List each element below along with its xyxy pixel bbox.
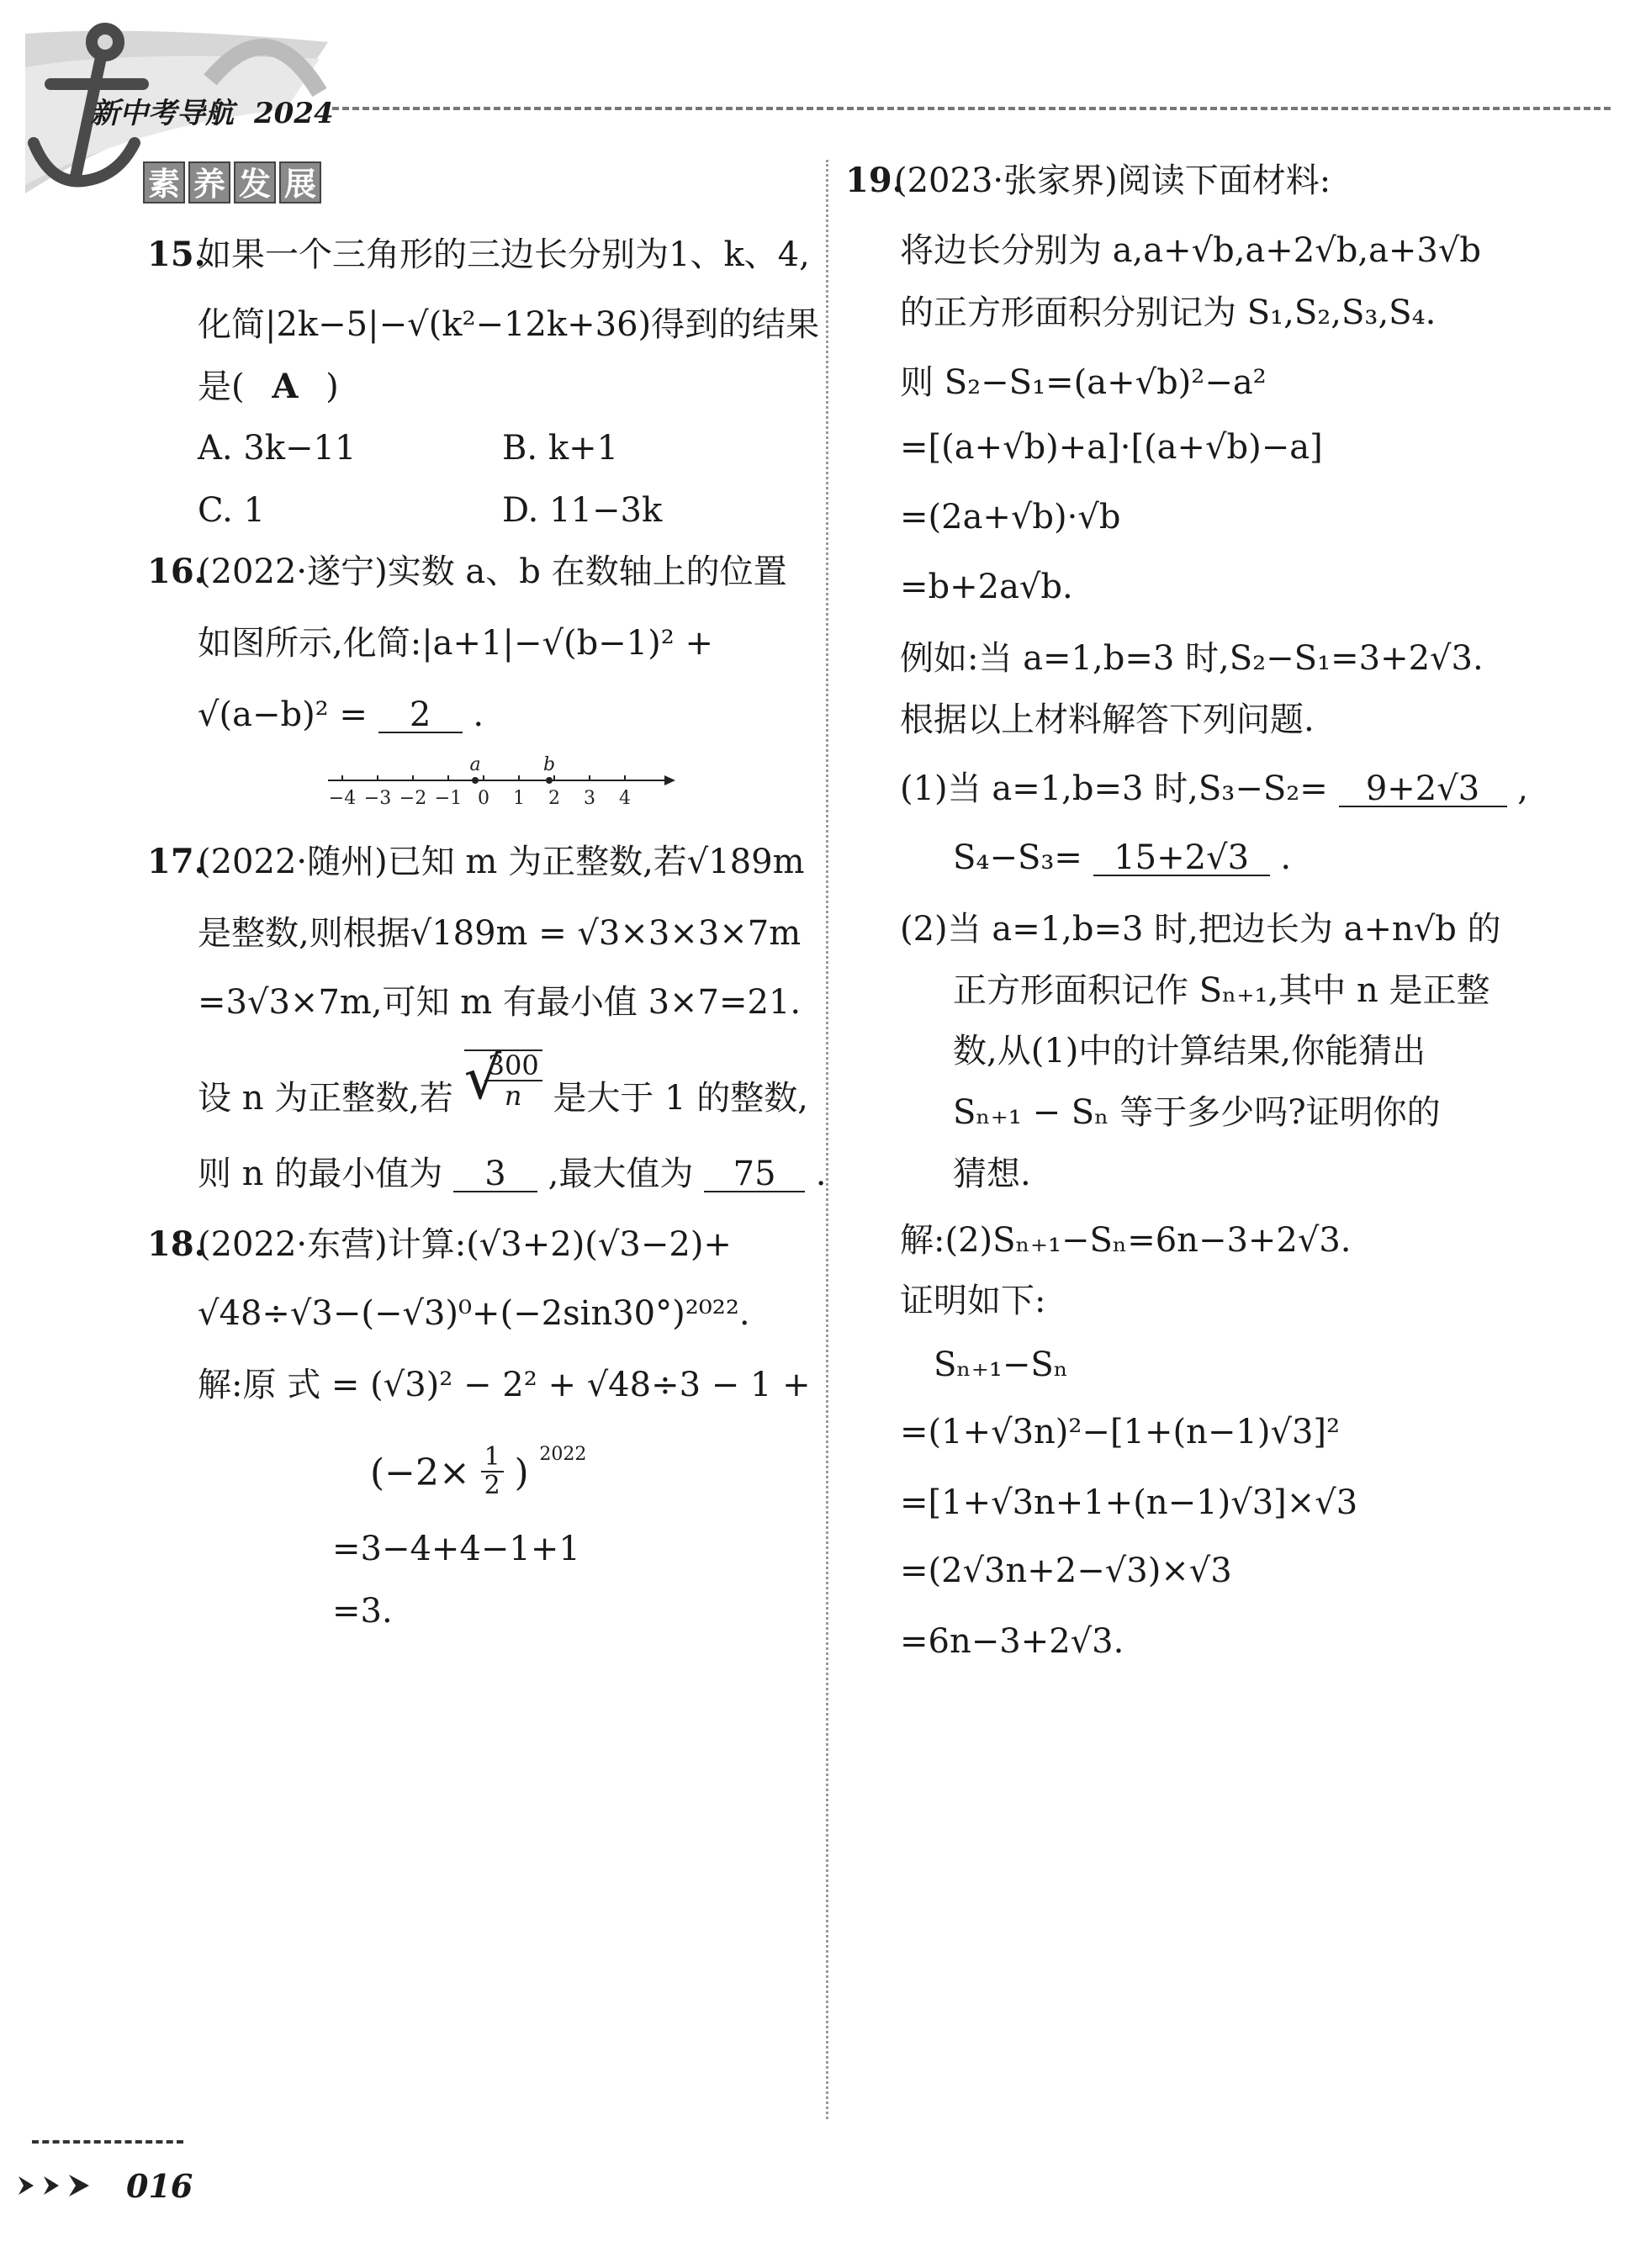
part2-line: 数,从(1)中的计算结果,你能猜出 (953, 1032, 1426, 1071)
part2-line: Sₙ₊₁ − Sₙ 等于多少吗?证明你的 (953, 1093, 1441, 1132)
question-text-prefix: √(a−b)² = (198, 695, 368, 734)
fraction-denominator: 2 (484, 1471, 500, 1500)
fraction-denominator: n (504, 1080, 522, 1112)
page-number: 016 (126, 2167, 193, 2205)
option-d: D. 11−3k (502, 491, 663, 530)
material-line: 则 S₂−S₁=(a+√b)²−a² (900, 363, 1267, 402)
part1-comma: , (1517, 769, 1528, 808)
axis-tick-label: 4 (619, 788, 631, 809)
answer-blank-s4-s3: 15+2√3 (1093, 841, 1270, 876)
question-text-part: 则 n 的最小值为 (198, 1155, 443, 1193)
page-arrows-icon (19, 2171, 113, 2200)
question-number: 16. (147, 552, 206, 591)
material-line: =[(a+√b)+a]·[(a+√b)−a] (900, 428, 1323, 467)
solution-paren: (−2× (370, 1451, 470, 1494)
axis-tick-label: 1 (513, 788, 525, 809)
section-badge (143, 161, 325, 204)
axis-tick-label: −4 (328, 788, 357, 809)
question-text: √48÷√3−(−√3)⁰+(−2sin30°)²⁰²². (198, 1294, 750, 1333)
question-text: (2022·东营)计算:(√3+2)(√3−2)+ (198, 1225, 732, 1264)
section-char: 素 (143, 161, 185, 204)
option-c: C. 1 (198, 491, 266, 530)
solution-line: =3−4+4−1+1 (332, 1530, 580, 1568)
answer-blank-s3-s2: 9+2√3 (1339, 772, 1507, 807)
question-text: 化简|2k−5|−√(k²−12k+36)得到的结果 (198, 305, 820, 344)
section-char: 展 (279, 161, 321, 204)
question-text (198, 1157, 827, 1192)
axis-tick-label: −2 (399, 788, 427, 809)
question-text-part: ,最大值为 (548, 1155, 694, 1193)
question-text (198, 695, 484, 734)
material-line: 将边长分别为 a,a+√b,a+2√b,a+3√b (900, 231, 1481, 270)
question-text-part: . (815, 1155, 827, 1193)
question-text: 如果一个三角形的三边长分别为1、k、4, (198, 235, 810, 274)
number-line-diagram (324, 755, 677, 814)
solution-line: =3. (332, 1592, 393, 1631)
part2-line: 猜想. (953, 1155, 1031, 1193)
footer-dashed-rule (32, 2140, 183, 2144)
point-b-label: b (542, 755, 556, 775)
axis-tick-label: 0 (478, 788, 489, 809)
solution-line: =(1+√3n)²−[1+(n−1)√3]² (900, 1413, 1341, 1451)
material-line: 根据以上材料解答下列问题. (900, 700, 1315, 739)
axis-tick-label: 3 (584, 788, 595, 809)
answer-blank-max: 75 (704, 1157, 805, 1192)
question-text (198, 367, 339, 406)
section-char: 发 (234, 161, 276, 204)
question-text (198, 1044, 809, 1134)
sqrt-fraction (463, 1044, 542, 1115)
answer-blank-min: 3 (453, 1157, 537, 1192)
question-text: (2022·随州)已知 m 为正整数,若√189m (198, 843, 805, 881)
part1-prefix: S₄−S₃= (953, 838, 1082, 877)
question-text-suffix: 是大于 1 的整数, (553, 1079, 809, 1118)
material-line: =b+2a√b. (900, 568, 1073, 606)
solution-line: =[1+√3n+1+(n−1)√3]×√3 (900, 1483, 1358, 1522)
answer-choice: A (272, 367, 299, 406)
part1-suffix: . (1280, 838, 1292, 877)
brand-title: 新中考导航 (91, 97, 234, 130)
part2-line: 正方形面积记作 Sₙ₊₁,其中 n 是正整 (953, 971, 1490, 1010)
solution-paren: ) (514, 1451, 529, 1494)
question-text-prefix: 是( (198, 367, 245, 406)
solution-line: =(2√3n+2−√3)×√3 (900, 1552, 1232, 1590)
part1-line (953, 838, 1292, 877)
question-number: 15. (147, 235, 206, 274)
solution-line: Sₙ₊₁−Sₙ (934, 1345, 1069, 1384)
material-line: =(2a+√b)·√b (900, 498, 1121, 537)
sqrt-sign: √ (463, 1044, 502, 1113)
fraction-numerator: 1 (481, 1444, 504, 1472)
solution-line: 解:原 式 = (√3)² − 2² + √48÷3 − 1 + (198, 1366, 811, 1404)
material-line: 的正方形面积分别记为 S₁,S₂,S₃,S₄. (900, 293, 1437, 332)
material-line: 例如:当 a=1,b=3 时,S₂−S₁=3+2√3. (900, 639, 1484, 678)
question-text: 是整数,则根据√189m = √3×3×3×7m (198, 914, 802, 953)
question-text: (2023·张家界)阅读下面材料: (894, 161, 1331, 200)
question-text: (2022·遂宁)实数 a、b 在数轴上的位置 (198, 552, 787, 591)
point-b-marker (546, 777, 553, 784)
option-b: B. k+1 (502, 429, 619, 468)
point-a-marker (472, 777, 479, 784)
question-text: 如图所示,化简:|a+1|−√(b−1)² + (198, 624, 714, 663)
question-text-prefix: 设 n 为正整数,若 (198, 1079, 453, 1118)
axis-tick-label: −3 (363, 788, 392, 809)
axis-tick-label: −1 (434, 788, 463, 809)
axis-tick-label: 2 (548, 788, 560, 809)
column-divider (826, 160, 828, 2119)
solution-line: 证明如下: (900, 1282, 1046, 1320)
question-text-suffix: ) (325, 367, 339, 406)
exponent: 2022 (539, 1444, 587, 1465)
question-text: =3√3×7m,可知 m 有最小值 3×7=21. (198, 983, 802, 1022)
question-number: 17. (147, 842, 206, 881)
solution-line: =6n−3+2√3. (900, 1622, 1124, 1661)
answer-blank: 2 (378, 698, 463, 733)
part1-line (900, 769, 1528, 808)
solution-line: 解:(2)Sₙ₊₁−Sₙ=6n−3+2√3. (900, 1221, 1352, 1260)
point-a-label: a (469, 755, 481, 775)
question-number: 18. (147, 1224, 206, 1264)
brand-year: 2024 (254, 97, 334, 130)
question-text-suffix: . (473, 695, 484, 734)
question-number: 19. (845, 161, 904, 200)
solution-line (370, 1438, 586, 1504)
fraction-numerator: 300 (484, 1051, 542, 1081)
header-dashed-rule (332, 107, 1611, 110)
part1-prefix: (1)当 a=1,b=3 时,S₃−S₂= (900, 769, 1328, 808)
section-char: 养 (188, 161, 230, 204)
part2-line: (2)当 a=1,b=3 时,把边长为 a+n√b 的 (900, 910, 1501, 949)
option-a: A. 3k−11 (198, 429, 357, 468)
